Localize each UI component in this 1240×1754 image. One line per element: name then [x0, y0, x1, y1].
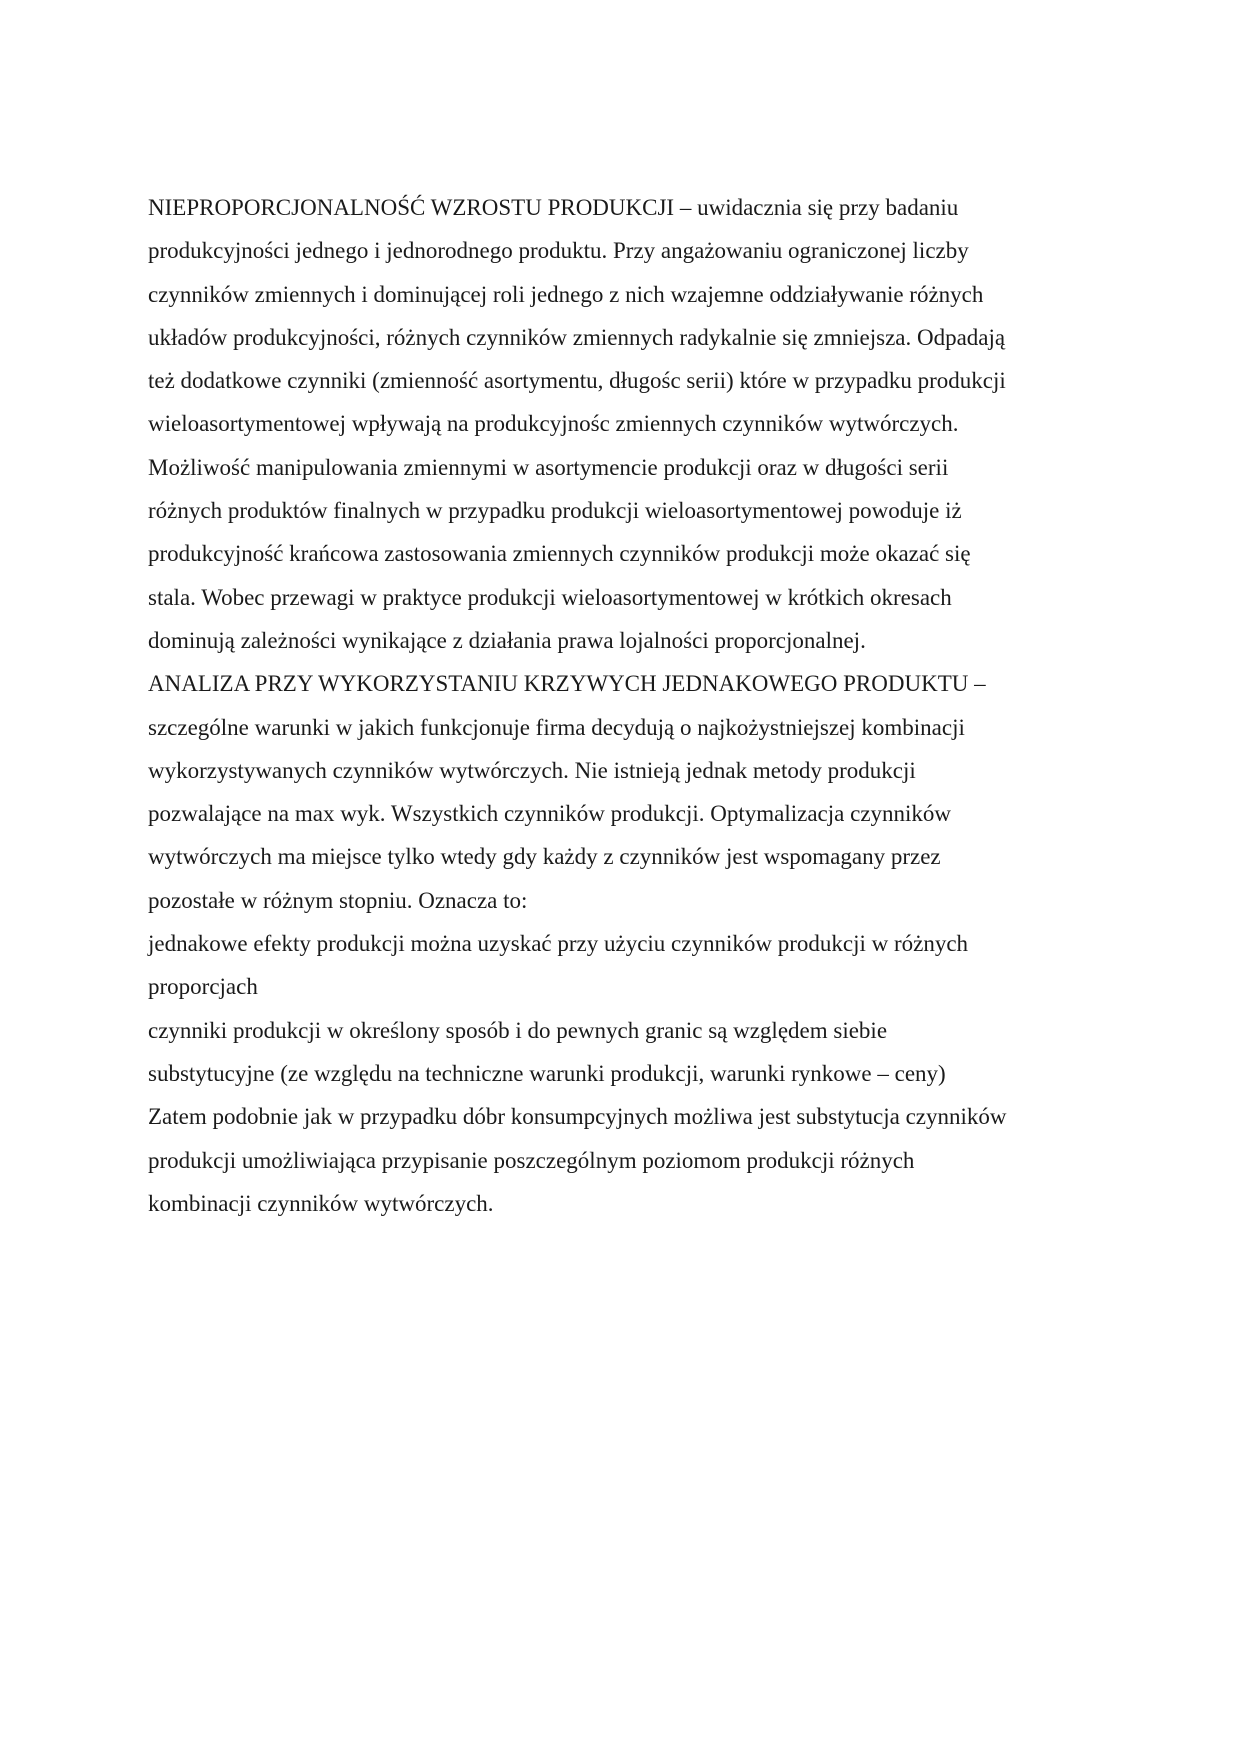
text-line: szczególne warunki w jakich funkcjonuje firma decydują o najkożystniejszej kombinacji [148, 714, 965, 740]
text-line: proporcjach [148, 974, 258, 1000]
text-line: wieloasortymentowej wpływają na produkcyjnośc zmiennych czynników wytwórczych. [148, 411, 959, 437]
text-line: kombinacji czynników wytwórczych. [148, 1190, 494, 1216]
text-line: pozwalające na max wyk. Wszystkich czynników produkcji. Optymalizacja czynników [148, 801, 952, 827]
text-line: NIEPROPORCJONALNOŚĆ WZROSTU PRODUKCJI – uwidacznia się przy badaniu [148, 195, 959, 220]
text-line: Możliwość manipulowania zmiennymi w asortymencie produkcji oraz w długości serii [148, 454, 949, 480]
text-line: produkcyjność krańcowa zastosowania zmiennych czynników produkcji może okazać się [148, 541, 971, 567]
text-line: też dodatkowe czynniki (zmienność asortymentu, długośc serii) które w przypadku produkcji [148, 368, 1006, 394]
text-line: pozostałe w różnym stopniu. Oznacza to: [148, 887, 528, 913]
text-line: stala. Wobec przewagi w praktyce produkcji wieloasortymentowej w krótkich okresach [148, 584, 952, 610]
text-line: substytucyjne (ze względu na techniczne warunki produkcji, warunki rynkowe – ceny) [148, 1060, 946, 1086]
text-line: czynniki produkcji w określony sposób i do pewnych granic są względem siebie [148, 1017, 888, 1043]
text-line: ANALIZA PRZY WYKORZYSTANIU KRZYWYCH JEDNAKOWEGO PRODUKTU – [148, 671, 986, 697]
text-line: produkcyjności jednego i jednorodnego produktu. Przy angażowaniu ograniczonej liczby [148, 238, 969, 264]
text-line: jednakowe efekty produkcji można uzyskać przy użyciu czynników produkcji w różnych [148, 931, 969, 957]
text-line: wykorzystywanych czynników wytwórczych. Nie istnieją jednak metody produkcji [148, 757, 916, 783]
text-line: układów produkcyjności, różnych czynników zmiennych radykalnie się zmniejsza. Odpadają [148, 324, 1006, 350]
text-line: Zatem podobnie jak w przypadku dóbr konsumpcyjnych możliwa jest substytucja czynników [148, 1104, 1007, 1130]
text-line: czynników zmiennych i dominującej roli jednego z nich wzajemne oddziaływanie różnych [148, 281, 984, 307]
text-line: wytwórczych ma miejsce tylko wtedy gdy każdy z czynników jest wspomagany przez [148, 844, 941, 870]
body-text [148, 186, 1108, 1225]
text-line: dominują zależności wynikające z działania prawa lojalności proporcjonalnej. [148, 627, 866, 653]
text-line: różnych produktów finalnych w przypadku produkcji wieloasortymentowej powoduje iż [148, 498, 962, 524]
text-line: produkcji umożliwiająca przypisanie poszczególnym poziomom produkcji różnych [148, 1147, 915, 1173]
